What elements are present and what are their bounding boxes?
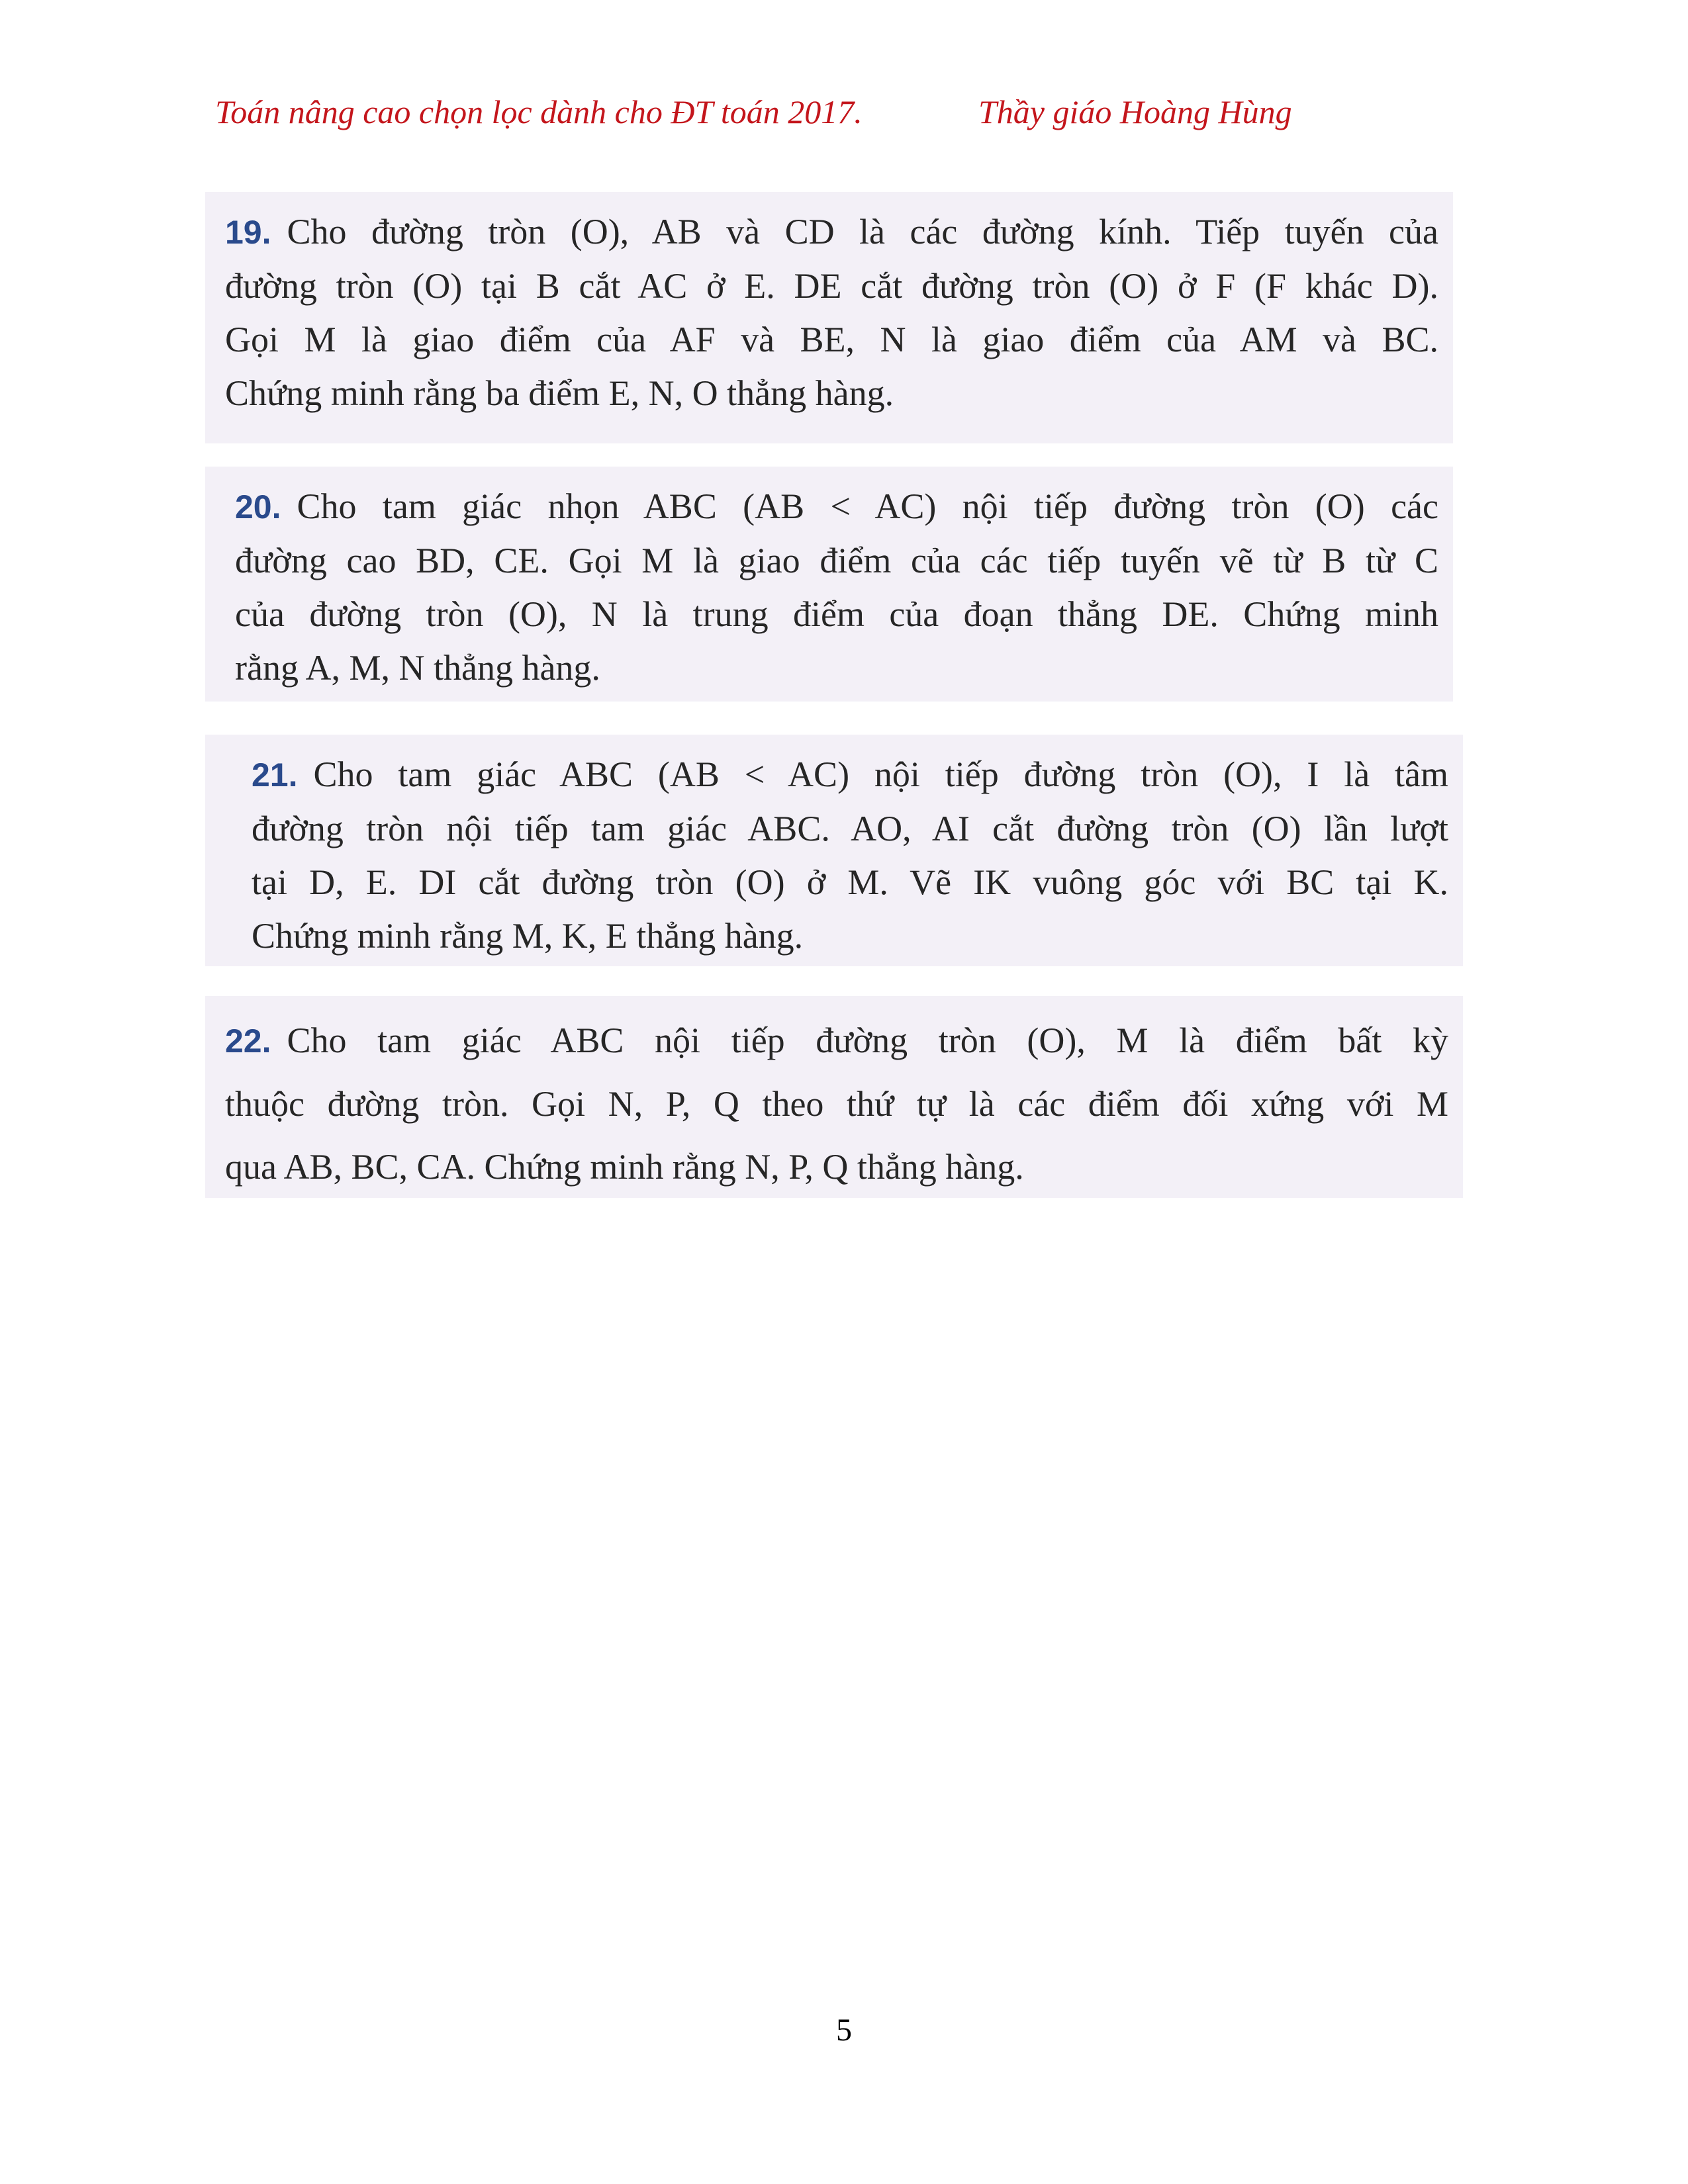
- header-document-title: Toán nâng cao chọn lọc dành cho ĐT toán 2017.: [215, 93, 863, 130]
- problem-21: [205, 735, 1463, 966]
- problem-text: Cho tam giác ABC (AB < AC) nội tiếp đường tròn (O), I là tâm: [313, 754, 1448, 794]
- problem-line: Chứng minh rằng M, K, E thẳng hàng.: [252, 916, 804, 956]
- page-number: 5: [836, 2013, 852, 2048]
- problem-line: tại D, E. DI cắt đường tròn (O) ở M. Vẽ IK vuông góc với BC tại K.: [252, 862, 1448, 902]
- problem-19: [205, 192, 1453, 443]
- problem-line: [235, 480, 1438, 534]
- problem-line: thuộc đường tròn. Gọi N, P, Q theo thứ tự là các điểm đối xứng với M: [225, 1084, 1448, 1124]
- problem-line: Gọi M là giao điểm của AF và BE, N là giao điểm của AM và BC.: [225, 320, 1438, 359]
- problem-line: [225, 205, 1438, 259]
- problem-line: Chứng minh rằng ba điểm E, N, O thẳng hàng.: [225, 373, 894, 413]
- problem-22: [205, 996, 1463, 1198]
- problem-line: đường tròn nội tiếp tam giác ABC. AO, AI cắt đường tròn (O) lần lượt: [252, 809, 1448, 848]
- problem-text: Cho tam giác ABC nội tiếp đường tròn (O), M là điểm bất kỳ: [287, 1021, 1448, 1060]
- problem-line: đường tròn (O) tại B cắt AC ở E. DE cắt đường tròn (O) ở F (F khác D).: [225, 266, 1438, 306]
- problem-number: 22.: [225, 1023, 271, 1060]
- problem-line: qua AB, BC, CA. Chứng minh rằng N, P, Q thẳng hàng.: [225, 1147, 1024, 1187]
- problem-line: đường cao BD, CE. Gọi M là giao điểm của các tiếp tuyến vẽ từ B từ C: [235, 541, 1438, 580]
- problem-text: Cho đường tròn (O), AB và CD là các đường kính. Tiếp tuyến của: [287, 212, 1438, 251]
- problem-number: 19.: [225, 214, 271, 251]
- problem-line: rằng A, M, N thẳng hàng.: [235, 648, 600, 688]
- problem-line: [252, 748, 1448, 802]
- problem-line: của đường tròn (O), N là trung điểm của đoạn thẳng DE. Chứng minh: [235, 594, 1438, 634]
- problem-text: Cho tam giác nhọn ABC (AB < AC) nội tiếp đường tròn (O) các: [297, 486, 1438, 526]
- header-author: Thầy giáo Hoàng Hùng: [978, 93, 1292, 130]
- problem-line: [225, 1009, 1448, 1073]
- problem-number: 20.: [235, 488, 281, 525]
- problem-20: [205, 467, 1453, 702]
- problem-number: 21.: [252, 756, 298, 794]
